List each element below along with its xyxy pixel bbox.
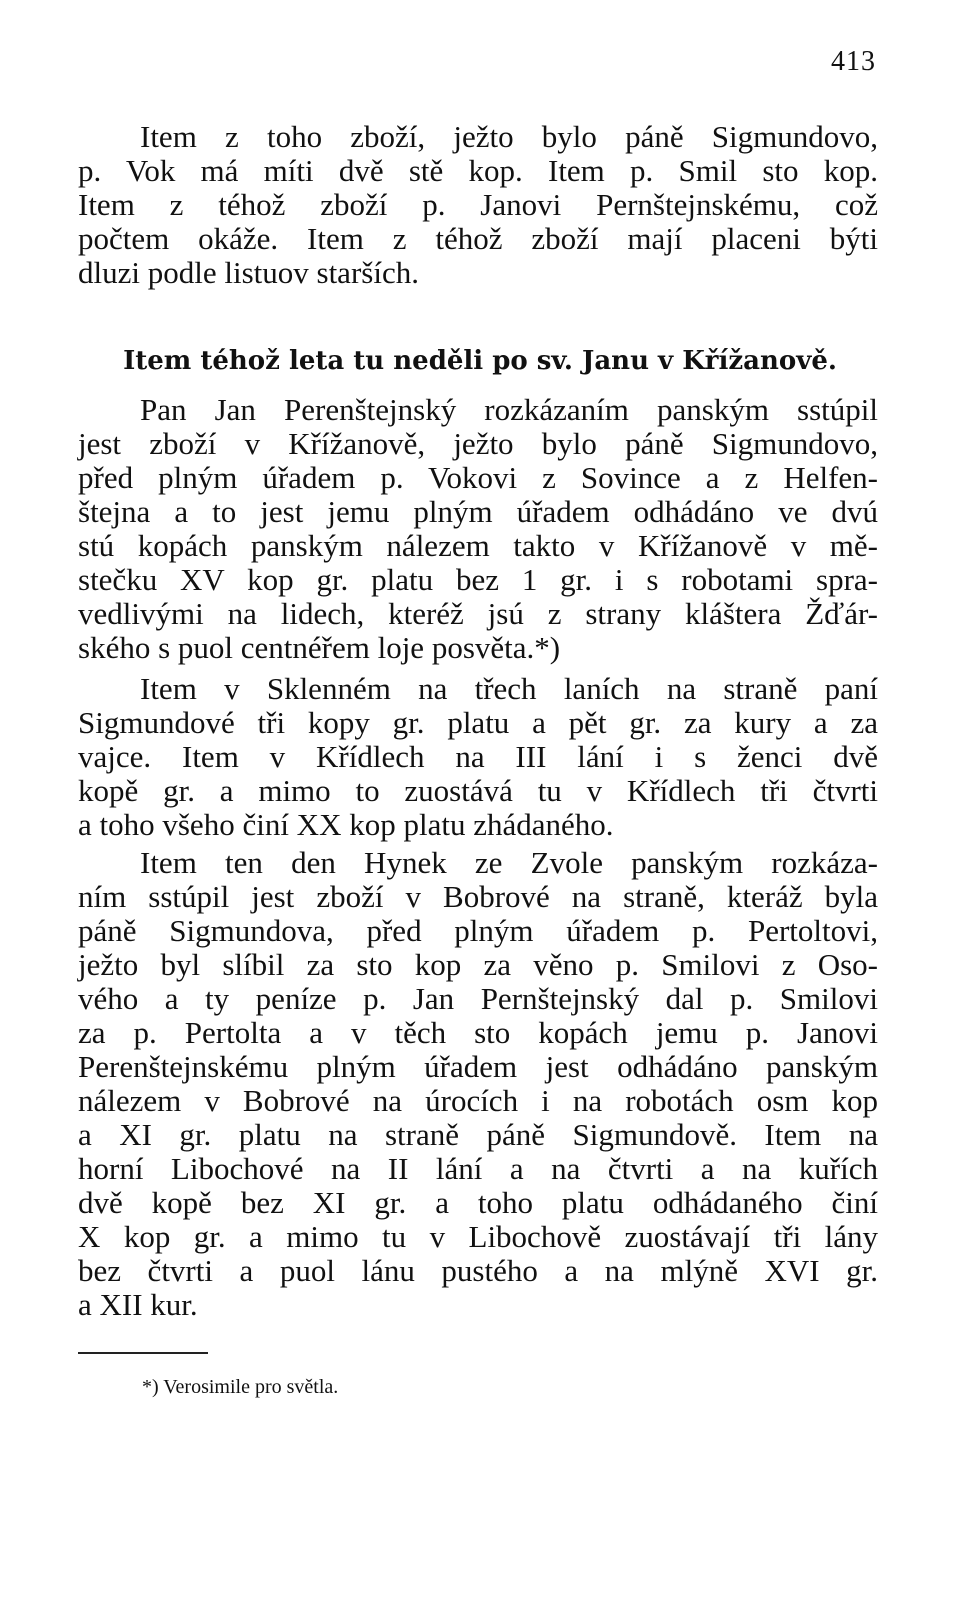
- paragraph-4: [78, 846, 878, 1322]
- text-line: vajce. Item v Křídlech na III lání i s ženci dvě: [78, 739, 878, 774]
- text-line: Item z toho zboží, ježto bylo páně Sigmundovo,: [140, 119, 878, 154]
- text-line: Item v Sklenném na třech laních na straně paní: [140, 671, 878, 706]
- text-line: dluzi podle listuov starších.: [78, 255, 419, 290]
- text-line: a XI gr. platu na straně páně Sigmundově. Item na: [78, 1117, 878, 1152]
- text-line: nálezem v Bobrové na úrocích i na robotách osm kop: [78, 1083, 878, 1118]
- text-line: a XII kur.: [78, 1287, 198, 1322]
- text-line: Sigmundové tři kopy gr. platu a pět gr. za kury a za: [78, 705, 878, 740]
- paragraph-1: [78, 120, 878, 290]
- text-line: ského s puol centnéřem loje posvěta.*): [78, 630, 561, 665]
- text-line: kopě gr. a mimo to zuostává tu v Křídlech tři čtvrti: [78, 773, 878, 808]
- text-line: páně Sigmundova, před plným úřadem p. Pertoltovi,: [78, 913, 878, 948]
- text-line: ježto byl slíbil za sto kop za věno p. Smilovi z Oso-: [78, 947, 878, 982]
- text-line: vedlivými na lidech, kteréž jsú z strany kláštera Žďár-: [78, 596, 878, 631]
- footnote: *) Verosimile pro světla.: [142, 1376, 339, 1398]
- text-line: horní Libochové na II lání a na čtvrti a na kuřích: [78, 1151, 878, 1186]
- text-line: a toho všeho činí XX kop platu zhádaného.: [78, 807, 614, 842]
- text-line: před plným úřadem p. Vokovi z Sovince a z Helfen-: [78, 460, 878, 495]
- text-line: Item z téhož zboží p. Janovi Pernštejnskému, což: [78, 187, 878, 222]
- text-line: Perenštejnskému plným úřadem jest odhádáno panským: [78, 1049, 878, 1084]
- paragraph-2: [78, 393, 878, 665]
- text-line: vého a ty peníze p. Jan Pernštejnský dal p. Smilovi: [78, 981, 878, 1016]
- text-line: za p. Pertolta a v těch sto kopách jemu p. Janovi: [78, 1015, 878, 1050]
- text-line: stú kopách panským nálezem takto v Křížanově v mě-: [78, 528, 878, 563]
- text-line: bez čtvrti a puol lánu pustého a na mlýně XVI gr.: [78, 1253, 878, 1288]
- footnote-divider: [78, 1352, 208, 1354]
- text-line: Item ten den Hynek ze Zvole panským rozkáza-: [140, 845, 878, 880]
- text-line: stečku XV kop gr. platu bez 1 gr. i s robotami spra-: [78, 562, 878, 597]
- text-line: ním sstúpil jest zboží v Bobrové na straně, kteráž byla: [78, 879, 878, 914]
- section-heading: Item téhož leta tu neděli po sv. Janu v Křížanově.: [123, 346, 837, 376]
- text-line: jest zboží v Křížanově, ježto bylo páně Sigmundovo,: [78, 426, 878, 461]
- text-line: p. Vok má míti dvě stě kop. Item p. Smil sto kop.: [78, 153, 878, 188]
- text-line: štejna a to jest jemu plným úřadem odhádáno ve dvú: [78, 494, 878, 529]
- page-number: 413: [831, 46, 876, 77]
- text-line: dvě kopě bez XI gr. a toho platu odhádaného činí: [78, 1185, 878, 1220]
- text-line: Pan Jan Perenštejnský rozkázaním panským sstúpil: [140, 392, 878, 427]
- text-line: X kop gr. a mimo tu v Libochově zuostávají tři lány: [78, 1219, 878, 1254]
- paragraph-3: [78, 672, 878, 842]
- text-line: počtem okáže. Item z téhož zboží mají placeni býti: [78, 221, 878, 256]
